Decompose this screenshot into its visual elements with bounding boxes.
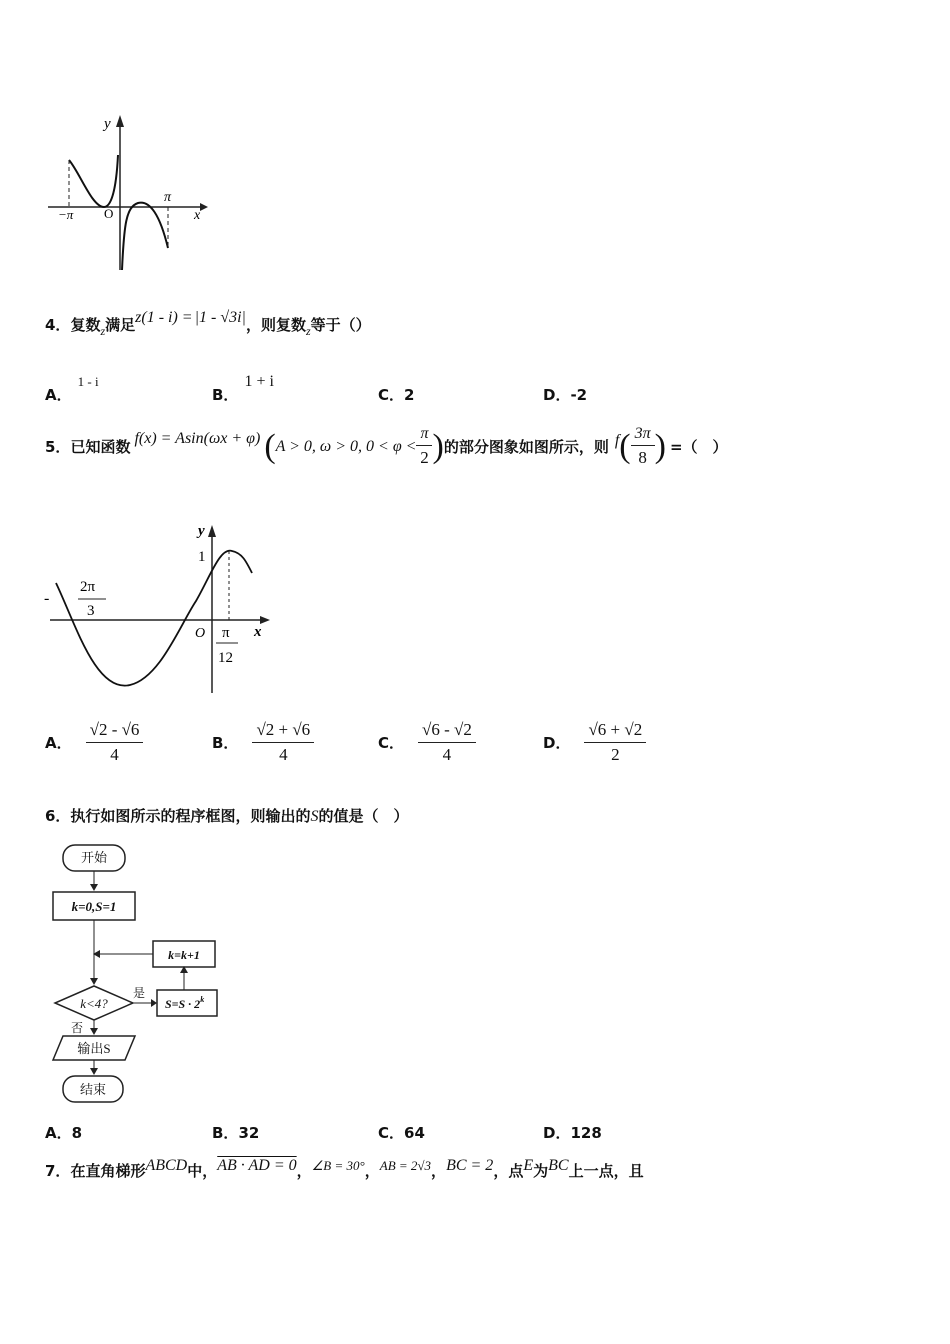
- segment-bc: BC: [548, 1157, 569, 1174]
- separator: ，: [364, 1162, 380, 1180]
- flowchart: [45, 840, 235, 1110]
- condition: A > 0, ω > 0, 0 < φ <: [275, 437, 417, 455]
- question-7: [45, 1157, 644, 1181]
- question-text: ，点: [493, 1162, 524, 1180]
- x-label: x: [254, 624, 262, 640]
- origin-label: O: [104, 206, 114, 221]
- y-axis-arrow: [208, 525, 216, 537]
- question-4: [45, 309, 371, 338]
- option-c[interactable]: C．2: [378, 386, 415, 404]
- decision-label: k<4?: [80, 996, 108, 1011]
- question-5: [45, 425, 728, 468]
- paren: (: [264, 427, 276, 465]
- tick-one: 1: [198, 549, 206, 565]
- question-text: 的值是（ ）: [318, 807, 409, 825]
- vector-product: AB · AD = 0: [217, 1157, 297, 1174]
- question-text: 等于（）: [310, 316, 371, 334]
- question-text: 在直角梯形: [70, 1162, 146, 1180]
- option-b[interactable]: B． $\frac{√2 + √6}{4}$: [212, 720, 314, 765]
- question-6: [45, 805, 408, 826]
- x-label: x: [194, 208, 201, 223]
- yes-label: 是: [133, 986, 146, 1000]
- question-number: 4．: [45, 316, 71, 334]
- question-text: 6．执行如图所示的程序框图，则输出的: [45, 807, 311, 825]
- fraction: $\frac{3\pi}{8}$: [631, 425, 655, 468]
- option-b[interactable]: B．32: [212, 1124, 260, 1142]
- question-number: 5．: [45, 438, 71, 456]
- separator: ，: [296, 1162, 312, 1180]
- left-tick-den: 3: [87, 603, 95, 619]
- question-text: 中，: [187, 1162, 218, 1180]
- left-tick-num: 2π: [80, 579, 96, 595]
- update-k-label: k=k+1: [168, 948, 200, 962]
- question-text: 已知函数: [70, 438, 131, 456]
- equation-lhs: z(1 - i) =: [135, 309, 193, 326]
- question-text: =（ ）: [669, 438, 728, 456]
- update-s-label: $S=S \cdot 2^k$: [165, 995, 205, 1011]
- var-z: z: [305, 324, 311, 338]
- question-text: 满足: [105, 316, 136, 334]
- point-e: E: [523, 1157, 534, 1174]
- x-axis-arrow: [260, 616, 270, 624]
- neg-pi-label: −π: [58, 207, 74, 222]
- right-tick-den: 12: [218, 650, 233, 666]
- init-label: k=0,S=1: [71, 899, 117, 914]
- option-a[interactable]: A．8: [45, 1124, 83, 1142]
- x-axis-arrow: [200, 203, 208, 211]
- arrowhead: [90, 1068, 98, 1075]
- bc-length: BC = 2: [446, 1157, 494, 1174]
- equation-rhs: |1 - √3i|: [194, 309, 246, 326]
- paren: ): [654, 427, 666, 465]
- option-c[interactable]: C．64: [378, 1124, 425, 1142]
- graph-q3: [40, 105, 220, 280]
- graph-q5: [40, 515, 280, 700]
- right-tick-num: π: [222, 625, 230, 641]
- arrowhead: [90, 1028, 98, 1035]
- trapezoid-name: ABCD: [145, 1157, 188, 1174]
- curve: [69, 155, 118, 207]
- y-label: y: [198, 523, 205, 539]
- var-s: S: [310, 808, 319, 825]
- separator: ，: [431, 1162, 447, 1180]
- y-axis-arrow: [116, 115, 124, 127]
- origin-label: O: [195, 626, 206, 641]
- question-number: 7．: [45, 1162, 71, 1180]
- question-text: 的部分图象如图所示，则: [443, 438, 609, 456]
- no-label: 否: [71, 1021, 84, 1035]
- option-c[interactable]: C． $\frac{√6 - √2}{4}$: [378, 720, 476, 765]
- option-d[interactable]: D． $\frac{√6 + √2}{2}$: [543, 720, 646, 765]
- question-text: 为: [533, 1162, 549, 1180]
- end-label: 结束: [79, 1082, 107, 1097]
- arrowhead: [90, 978, 98, 985]
- var-z: z: [100, 324, 106, 338]
- arrowhead: [151, 999, 157, 1007]
- question-text: ，则复数: [245, 316, 306, 334]
- option-a[interactable]: A． $\frac{√2 - √6}{4}$: [45, 720, 143, 765]
- y-label: y: [104, 116, 111, 132]
- option-a[interactable]: A．1 - i: [45, 374, 99, 404]
- option-d[interactable]: D．-2: [543, 386, 588, 404]
- left-sign: -: [44, 590, 50, 607]
- option-d[interactable]: D．128: [543, 1124, 602, 1142]
- ab-length: AB = 2√3: [379, 1158, 432, 1173]
- function-expression: f(x) = Asin(ωx + φ): [134, 429, 261, 447]
- fraction: $\frac{\pi}{2}$: [416, 425, 432, 468]
- start-label: 开始: [80, 850, 108, 865]
- paren: ): [432, 427, 444, 465]
- arrowhead: [90, 884, 98, 891]
- pi-label: π: [164, 190, 172, 205]
- output-label: 输出S: [77, 1041, 111, 1056]
- question-text: 复数: [70, 316, 101, 334]
- paren: (: [619, 427, 631, 465]
- curve: [122, 203, 168, 270]
- function-f: f: [614, 431, 620, 449]
- angle-b: ∠B = 30°: [311, 1158, 365, 1173]
- question-text: 上一点，且: [568, 1162, 644, 1180]
- option-b[interactable]: B．1 + i: [212, 373, 274, 404]
